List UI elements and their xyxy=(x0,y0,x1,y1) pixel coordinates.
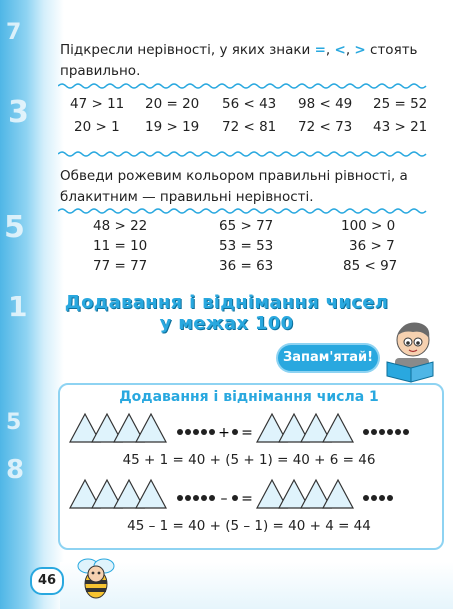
expression-item: 53 = 53 xyxy=(219,238,274,254)
dot-one-icon xyxy=(371,495,377,501)
task1-instruction xyxy=(60,40,430,82)
dot-one-icon xyxy=(379,495,385,501)
rule-title: Додавання і віднімання числа 1 xyxy=(119,389,379,405)
inequality-item: 56 < 43 xyxy=(222,96,277,112)
dot-one-icon xyxy=(185,429,191,435)
inequality-item: 47 > 11 xyxy=(70,96,125,112)
inequality-item: 72 < 73 xyxy=(298,119,353,135)
dot-one-icon xyxy=(363,495,369,501)
equation-addition: 45 + 1 = 40 + (5 + 1) = 40 + 6 = 46 xyxy=(122,452,376,468)
task1-text-prefix: Підкресли нерівності, у яких знаки xyxy=(60,42,315,58)
wavy-divider xyxy=(58,207,430,215)
dot-one-icon xyxy=(201,495,207,501)
task1-grid xyxy=(60,96,430,136)
deco-digit-icon: 7 xyxy=(6,20,22,45)
inequality-item: 19 > 19 xyxy=(145,119,200,135)
equals-sign: = xyxy=(241,491,253,507)
addition-tens-row xyxy=(58,410,440,446)
wavy-divider xyxy=(58,150,430,158)
dot-one-icon xyxy=(232,429,238,435)
separator: , xyxy=(345,42,355,58)
separator: , xyxy=(325,42,335,58)
deco-digit-icon: 5 xyxy=(4,210,25,245)
wavy-divider xyxy=(58,82,430,90)
dot-one-icon xyxy=(363,429,369,435)
inequality-item: 25 = 52 xyxy=(373,96,428,112)
expression-item: 65 > 77 xyxy=(219,218,274,234)
inequality-item: 98 < 49 xyxy=(298,96,353,112)
inequality-item: 20 = 20 xyxy=(145,96,200,112)
task2-grid xyxy=(60,218,430,278)
dot-one-icon xyxy=(185,495,191,501)
expression-item: 85 < 97 xyxy=(343,258,398,274)
equation-subtraction: 45 – 1 = 40 + (5 – 1) = 40 + 4 = 44 xyxy=(127,518,371,534)
triangle-ten-icon xyxy=(323,414,353,442)
plus-sign: + xyxy=(218,425,230,441)
task2-instruction: Обведи рожевим кольором правильні рівності, а блакитним — правильні нерівності. xyxy=(60,168,408,205)
dot-one-icon xyxy=(387,429,393,435)
inequality-item: 72 < 81 xyxy=(222,119,277,135)
section-title-line1: Додавання і віднімання чисел xyxy=(64,292,389,313)
section-title-line2: у межах 100 xyxy=(159,313,294,334)
expression-item: 100 > 0 xyxy=(341,218,396,234)
inequality-item: 43 > 21 xyxy=(373,119,428,135)
sign-less: < xyxy=(334,42,346,58)
bottom-decoration xyxy=(60,562,453,609)
minus-sign: – xyxy=(220,491,228,507)
dot-one-icon xyxy=(177,495,183,501)
deco-digit-icon: 3 xyxy=(8,95,29,130)
boy-reading-icon xyxy=(383,318,439,384)
sign-equal: = xyxy=(314,42,326,58)
deco-digit-icon: 5 xyxy=(6,410,22,435)
dot-one-icon xyxy=(232,495,238,501)
deco-digit-icon: 8 xyxy=(6,455,25,485)
triangle-ten-icon xyxy=(136,414,166,442)
expression-item: 36 = 63 xyxy=(219,258,274,274)
equals-sign: = xyxy=(241,425,253,441)
expression-item: 36 > 7 xyxy=(349,238,395,254)
dot-one-icon xyxy=(209,495,215,501)
sign-greater: > xyxy=(354,42,366,58)
expression-item: 77 = 77 xyxy=(93,258,148,274)
dot-one-icon xyxy=(209,429,215,435)
triangle-ten-icon xyxy=(136,480,166,508)
expression-item: 11 = 10 xyxy=(93,238,148,254)
dot-one-icon xyxy=(403,429,409,435)
dot-one-icon xyxy=(193,429,199,435)
dot-one-icon xyxy=(371,429,377,435)
triangle-ten-icon xyxy=(323,480,353,508)
inequality-item: 20 > 1 xyxy=(74,119,120,135)
dot-one-icon xyxy=(395,429,401,435)
subtraction-tens-row xyxy=(58,476,440,512)
dot-one-icon xyxy=(201,429,207,435)
dot-one-icon xyxy=(387,495,393,501)
bee-icon xyxy=(74,552,118,604)
task1-text-suffix: стоять правильно. xyxy=(60,42,418,79)
deco-digit-icon: 1 xyxy=(8,290,28,323)
expression-item: 48 > 22 xyxy=(93,218,148,234)
dot-one-icon xyxy=(193,495,199,501)
remember-badge: Запам'ятай! xyxy=(278,345,378,371)
page-number: 46 xyxy=(30,567,64,595)
dot-one-icon xyxy=(379,429,385,435)
dot-one-icon xyxy=(177,429,183,435)
